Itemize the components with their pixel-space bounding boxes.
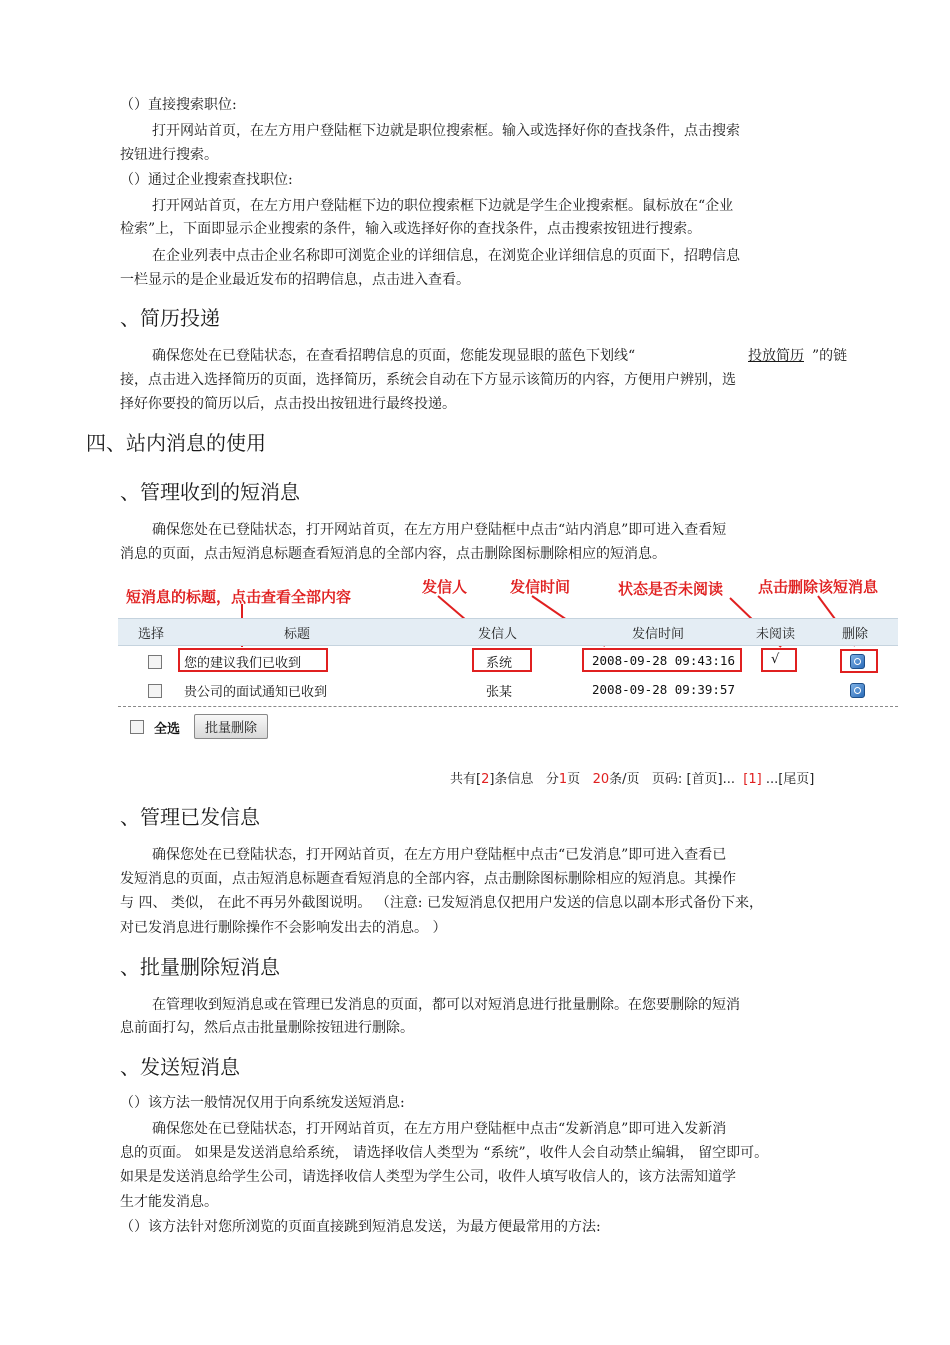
- paragraph-line: 择好你要投的简历以后，点击投出按钮进行最终投递。: [120, 396, 456, 412]
- pager-current-link[interactable]: [1]: [743, 772, 762, 787]
- message-sender: 系统: [486, 656, 513, 671]
- divider: [118, 706, 898, 707]
- message-sender: 张某: [486, 685, 513, 700]
- pager-text: 分: [545, 772, 559, 787]
- deliver-resume-link[interactable]: 投放简历: [748, 348, 804, 364]
- message-time: 2008-09-28 09:43:16: [592, 653, 735, 668]
- paragraph-line: 如果是发送消息给学生公司，请选择收信人类型为学生公司，收件人填写收信人的，该方法需知道学: [120, 1169, 736, 1185]
- pager-total: 2: [481, 772, 490, 787]
- paragraph-line: 消息的页面，点击短消息标题查看短消息的全部内容，点击删除图标删除相应的短消息。: [120, 546, 666, 562]
- pager-text: 条/页: [609, 772, 640, 787]
- annotation-title: 短消息的标题，点击查看全部内容: [126, 588, 352, 606]
- annotation-time: 发信时间: [510, 578, 571, 596]
- section-heading-sent: 、管理已发信息: [120, 805, 260, 829]
- delete-icon[interactable]: [850, 683, 865, 698]
- section-heading-received: 、管理收到的短消息: [120, 480, 300, 504]
- paragraph-line: 在企业列表中点击企业名称即可浏览企业的详细信息，在浏览企业详细信息的页面下，招聘信息: [152, 248, 740, 264]
- row-checkbox[interactable]: [148, 684, 162, 698]
- paragraph-line: 按钮进行搜索。: [120, 147, 218, 163]
- pager-per-page: 20: [592, 772, 610, 787]
- pager-last-link[interactable]: ...[尾页]: [765, 772, 815, 787]
- annotation-status: 状态是否未阅读: [618, 580, 724, 598]
- table-header: [118, 618, 898, 646]
- message-time: 2008-09-28 09:39:57: [592, 682, 735, 697]
- select-all-checkbox[interactable]: [130, 720, 144, 734]
- paragraph-method-two: （）该方法针对您所浏览的页面直接跳到短消息发送，为最方便最常用的方法:: [120, 1219, 601, 1235]
- row-checkbox[interactable]: [148, 655, 162, 669]
- paragraph-line: 确保您处在已登陆状态，打开网站首页，在左方用户登陆框中点击“发新消息”即可进入发新消: [152, 1121, 727, 1137]
- column-time: 发信时间: [632, 627, 685, 642]
- column-delete: 删除: [842, 627, 869, 642]
- column-select: 选择: [138, 627, 165, 642]
- paragraph-line: 确保您处在已登陆状态，打开网站首页，在左方用户登陆框中点击“站内消息”即可进入查看短: [152, 522, 727, 538]
- message-title-link[interactable]: 您的建议我们已收到: [184, 656, 302, 671]
- paragraph-line: 息前面打勾，然后点击批量删除按钮进行删除。: [120, 1020, 414, 1036]
- paragraph-line: 打开网站首页，在左方用户登陆框下边的职位搜索框下边就是学生企业搜索框。鼠标放在“企业: [152, 198, 734, 214]
- annotation-delete: 点击删除该短消息: [758, 578, 879, 596]
- pager-text: ]条信息: [489, 772, 534, 787]
- column-unread: 未阅读: [756, 627, 796, 642]
- paragraph-line: 生才能发消息。: [120, 1194, 218, 1210]
- batch-delete-button[interactable]: 批量删除: [194, 714, 268, 739]
- paragraph-line: 确保您处在已登陆状态，打开网站首页，在左方用户登陆框中点击“已发消息”即可进入查看已: [152, 847, 727, 863]
- paragraph-line: 对已发消息进行删除操作不会影响发出去的消息。 ）: [120, 920, 447, 936]
- chapter-heading-messages: 四、站内消息的使用: [86, 431, 266, 455]
- paragraph-line: 息的页面。 如果是发送消息给系统， 请选择收信人类型为 “系统”，收件人会自动禁止编辑， 留空即可。: [120, 1145, 769, 1161]
- message-title-link[interactable]: 贵公司的面试通知已收到: [184, 685, 328, 700]
- select-all-label: 全选: [154, 722, 181, 737]
- column-title: 标题: [284, 627, 311, 642]
- paragraph-line: 发短消息的页面，点击短消息标题查看短消息的全部内容，点击删除图标删除相应的短消息。其操作: [120, 871, 736, 887]
- paragraph-direct-search: （）直接搜索职位:: [120, 97, 237, 113]
- section-heading-send: 、发送短消息: [120, 1055, 240, 1079]
- annotation-sender: 发信人: [422, 578, 468, 596]
- section-heading-resume: 、简历投递: [120, 306, 220, 330]
- paragraph-line: 打开网站首页，在左方用户登陆框下边就是职位搜索框。输入或选择好你的查找条件，点击搜索: [152, 123, 740, 139]
- pager-first-link[interactable]: [首页]...: [686, 772, 735, 787]
- inbox-screenshot: [118, 572, 908, 792]
- paragraph-line: 接，点击进入选择简历的页面，选择简历，系统会自动在下方显示该简历的内容，方便用户辨别，选: [120, 372, 736, 388]
- delete-icon[interactable]: [850, 654, 865, 669]
- column-sender: 发信人: [478, 627, 518, 642]
- paragraph-line: 确保您处在已登陆状态，在查看招聘信息的页面，您能发现显眼的蓝色下划线“: [152, 348, 636, 364]
- section-heading-batch-delete: 、批量删除短消息: [120, 955, 280, 979]
- paragraph-line: 一栏显示的是企业最近发布的招聘信息，点击进入查看。: [120, 272, 470, 288]
- paragraph-company-search: （）通过企业搜索查找职位:: [120, 172, 293, 188]
- pagination: [450, 768, 814, 787]
- paragraph-method-one: （）该方法一般情况仅用于向系统发送短消息:: [120, 1095, 405, 1111]
- paragraph-line: ”的链: [812, 348, 848, 364]
- unread-mark: √: [771, 652, 780, 667]
- paragraph-line: 与 四、 类似， 在此不再另外截图说明。 （注意: 已发短消息仅把用户发送的信息以副本形式备份下来，: [120, 895, 763, 911]
- pager-text: 页码:: [651, 772, 683, 787]
- pager-text: 共有[: [450, 772, 482, 787]
- paragraph-line: 在管理收到短消息或在管理已发消息的页面，都可以对短消息进行批量删除。在您要删除的短消: [152, 997, 740, 1013]
- pager-text: 页: [567, 772, 581, 787]
- paragraph-line: 检索”上，下面即显示企业搜索的条件，输入或选择好你的查找条件，点击搜索按钮进行搜索。: [120, 221, 702, 237]
- pager-pages: 1: [558, 772, 568, 787]
